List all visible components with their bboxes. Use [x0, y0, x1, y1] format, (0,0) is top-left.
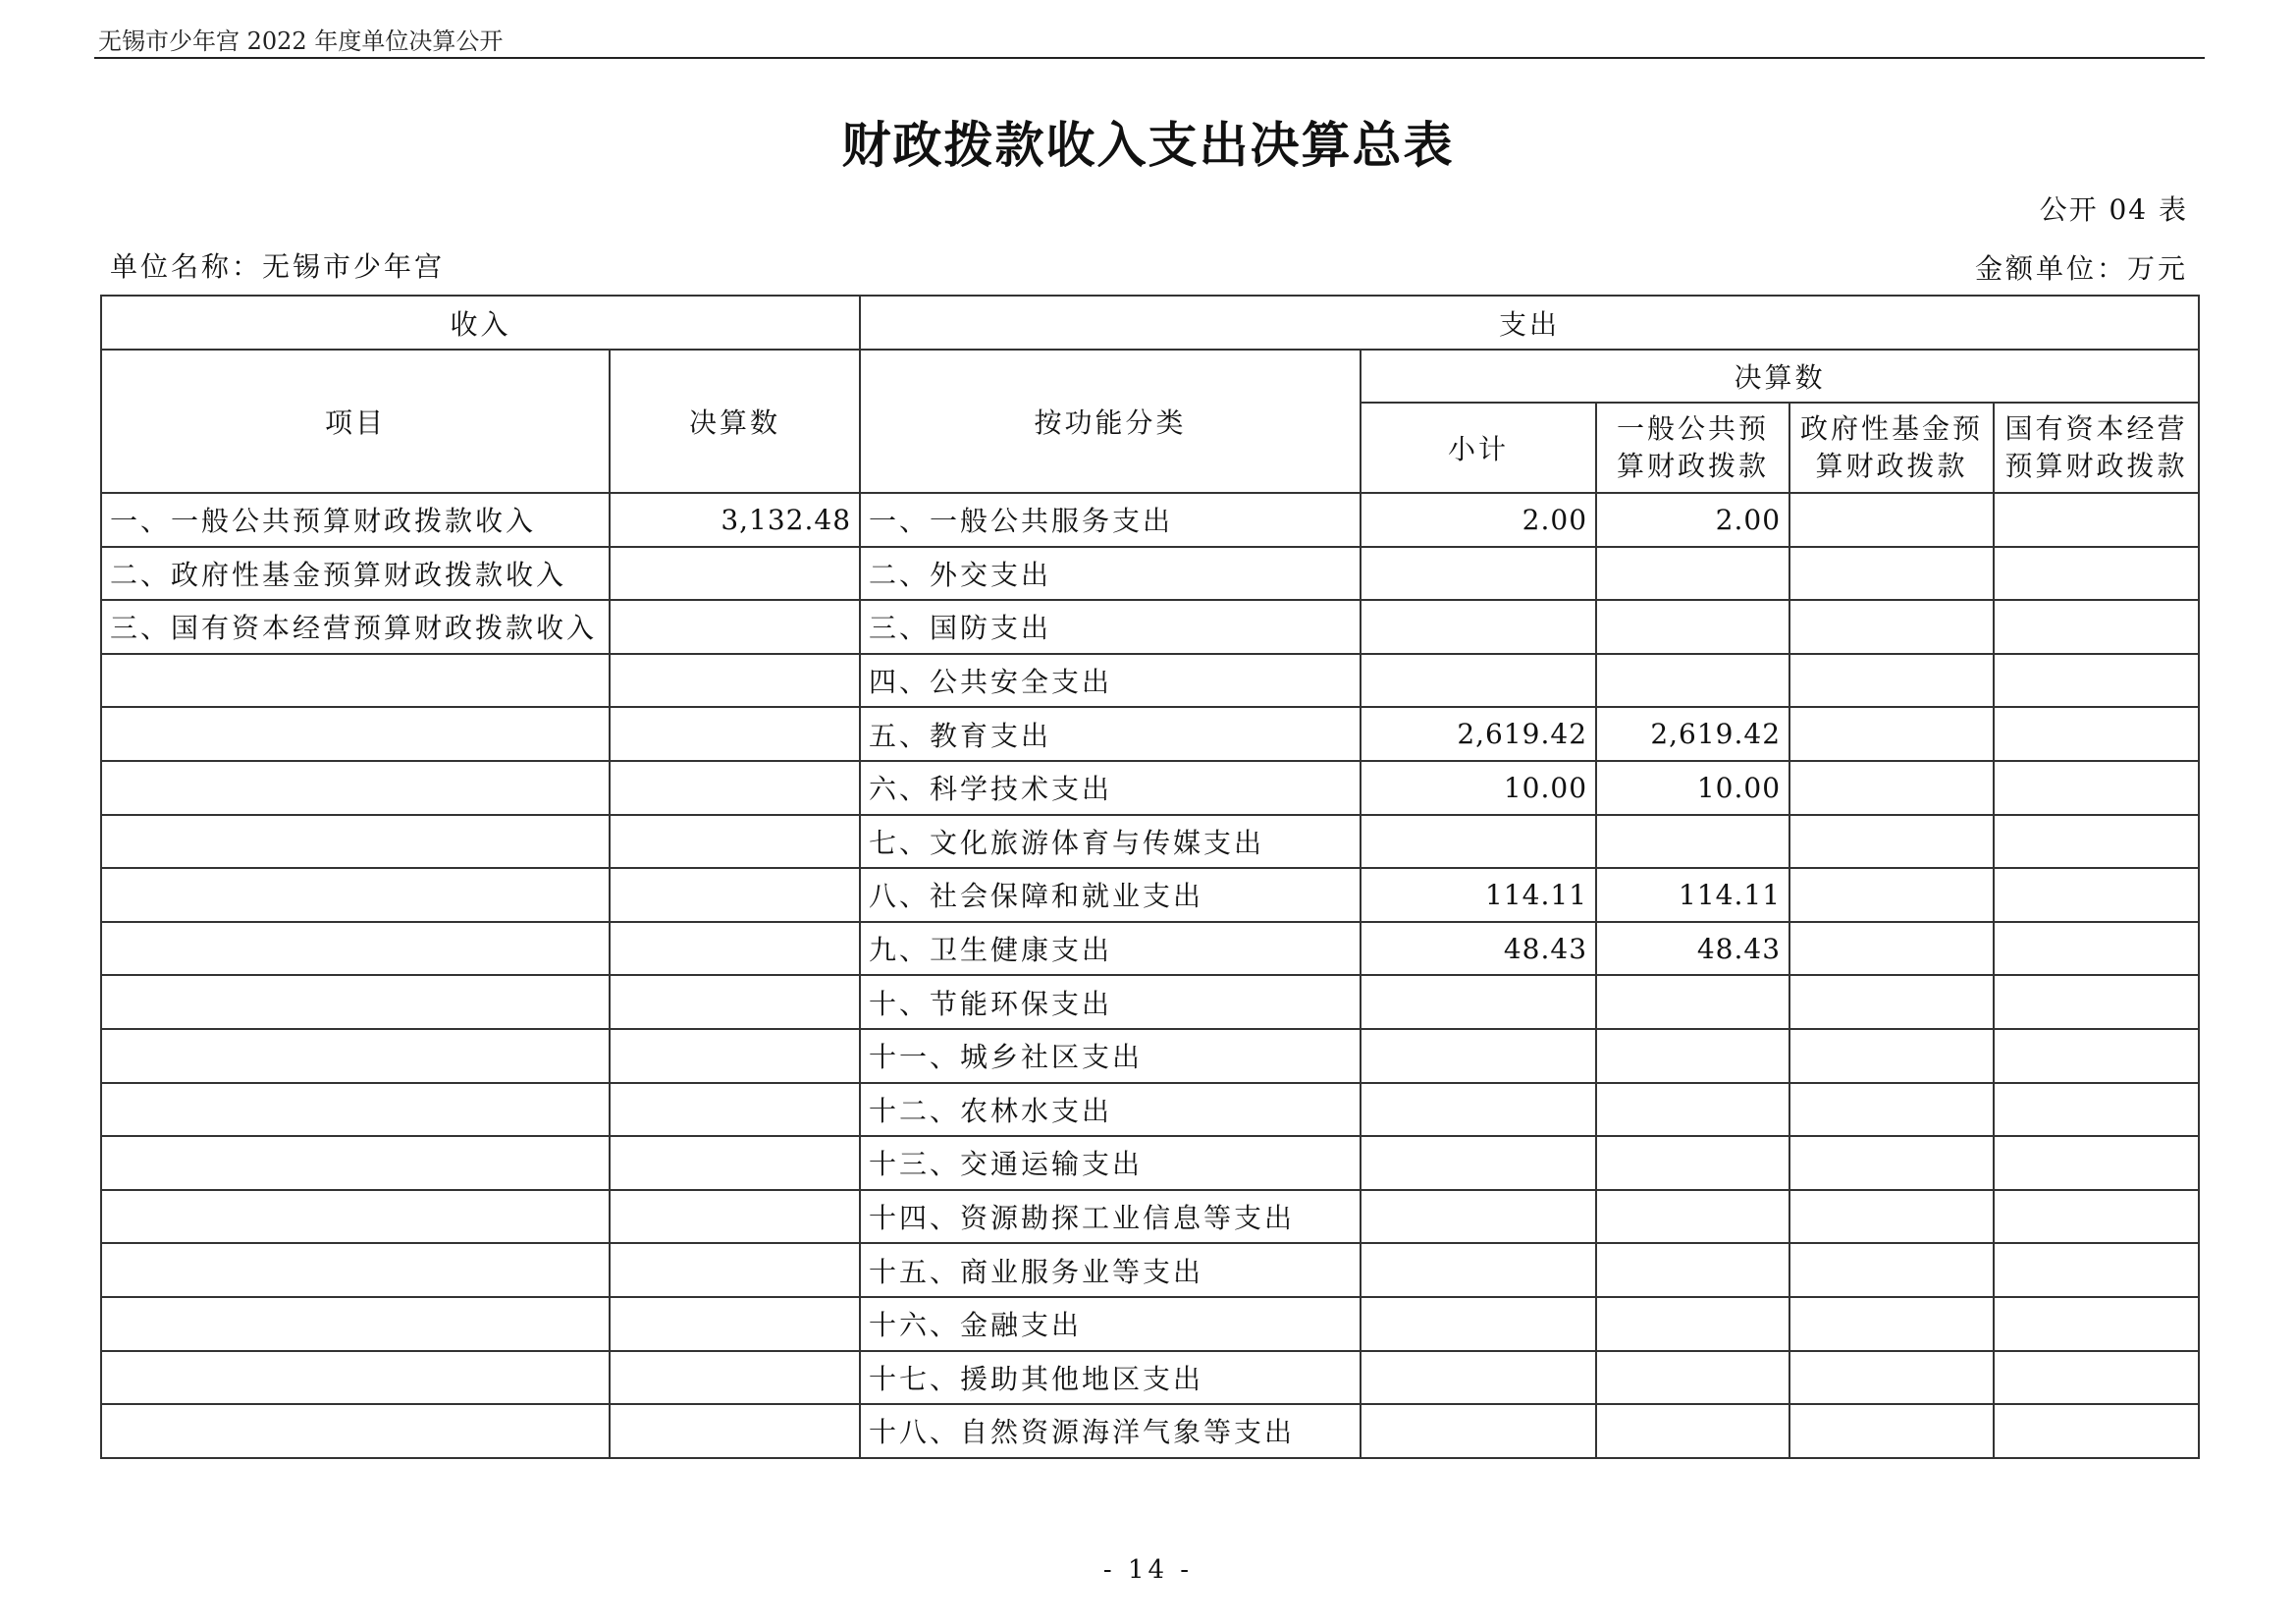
income-header: 收入 — [101, 296, 860, 350]
gov-fund-cell — [1789, 975, 1994, 1029]
gov-fund-cell — [1789, 1351, 1994, 1405]
table-row — [101, 1029, 2199, 1083]
state-capital-cell — [1994, 1029, 2199, 1083]
expenditure-item-cell: 四、公共安全支出 — [860, 654, 1361, 708]
general-budget-cell: 114.11 — [1596, 868, 1789, 922]
income-item-cell — [101, 1029, 610, 1083]
header-rule — [94, 57, 2205, 59]
income-item-cell — [101, 1243, 610, 1297]
income-amount-cell — [610, 975, 860, 1029]
fiscal-appropriation-table — [100, 295, 2200, 1459]
expenditure-item-cell: 五、教育支出 — [860, 707, 1361, 761]
income-amount-cell — [610, 1404, 860, 1458]
expenditure-item-cell: 一、一般公共服务支出 — [860, 493, 1361, 547]
subtotal-cell — [1361, 815, 1596, 869]
state-capital-cell — [1994, 547, 2199, 601]
general-budget-cell — [1596, 815, 1789, 869]
general-budget-cell — [1596, 600, 1789, 654]
general-budget-cell: 48.43 — [1596, 922, 1789, 976]
table-row — [101, 1351, 2199, 1405]
income-amount-cell — [610, 1297, 860, 1351]
table-row — [101, 1404, 2199, 1458]
income-item-cell — [101, 815, 610, 869]
subtotal-header: 小计 — [1361, 403, 1596, 493]
table-row — [101, 1243, 2199, 1297]
general-budget-cell — [1596, 1029, 1789, 1083]
general-budget-cell — [1596, 1404, 1789, 1458]
subtotal-cell — [1361, 975, 1596, 1029]
income-item-cell — [101, 654, 610, 708]
gov-fund-cell — [1789, 1136, 1994, 1190]
final-amount-header: 决算数 — [1361, 350, 2199, 403]
general-budget-cell — [1596, 547, 1789, 601]
state-capital-cell — [1994, 1083, 2199, 1137]
gov-fund-header: 政府性基金预算财政拨款 — [1789, 403, 1994, 493]
state-capital-cell — [1994, 1136, 2199, 1190]
subtotal-cell — [1361, 1404, 1596, 1458]
income-amount-cell — [610, 707, 860, 761]
table-row — [101, 761, 2199, 815]
expenditure-header: 支出 — [860, 296, 2199, 350]
general-budget-header: 一般公共预算财政拨款 — [1596, 403, 1789, 493]
state-capital-cell — [1994, 1190, 2199, 1244]
income-amount-cell — [610, 868, 860, 922]
state-capital-cell — [1994, 1351, 2199, 1405]
table-row — [101, 1190, 2199, 1244]
state-capital-cell — [1994, 654, 2199, 708]
general-budget-cell — [1596, 1351, 1789, 1405]
expenditure-item-cell: 二、外交支出 — [860, 547, 1361, 601]
subtotal-cell: 48.43 — [1361, 922, 1596, 976]
table-row — [101, 1136, 2199, 1190]
subtotal-cell — [1361, 654, 1596, 708]
expenditure-item-cell: 十四、资源勘探工业信息等支出 — [860, 1190, 1361, 1244]
subtotal-cell — [1361, 547, 1596, 601]
income-amount-cell — [610, 922, 860, 976]
table-row — [101, 815, 2199, 869]
state-capital-cell — [1994, 975, 2199, 1029]
page-title: 财政拨款收入支出决算总表 — [841, 117, 1455, 174]
expenditure-item-cell: 七、文化旅游体育与传媒支出 — [860, 815, 1361, 869]
general-budget-cell — [1596, 654, 1789, 708]
state-capital-cell — [1994, 707, 2199, 761]
income-amount-cell — [610, 1029, 860, 1083]
general-budget-cell — [1596, 1297, 1789, 1351]
state-capital-cell — [1994, 1404, 2199, 1458]
state-capital-cell — [1994, 1243, 2199, 1297]
general-budget-cell: 2,619.42 — [1596, 707, 1789, 761]
income-amount-cell — [610, 547, 860, 601]
expenditure-item-cell: 十六、金融支出 — [860, 1297, 1361, 1351]
state-capital-header: 国有资本经营预算财政拨款 — [1994, 403, 2199, 493]
gov-fund-cell — [1789, 707, 1994, 761]
expenditure-item-cell: 八、社会保障和就业支出 — [860, 868, 1361, 922]
income-item-cell — [101, 868, 610, 922]
gov-fund-cell — [1789, 1404, 1994, 1458]
table-row — [101, 1297, 2199, 1351]
income-item-cell: 三、国有资本经营预算财政拨款收入 — [101, 600, 610, 654]
amount-unit: 金额单位：万元 — [1974, 252, 2188, 285]
expenditure-item-cell: 六、科学技术支出 — [860, 761, 1361, 815]
state-capital-cell — [1994, 1297, 2199, 1351]
state-capital-cell — [1994, 600, 2199, 654]
page-number: - 14 - — [1102, 1555, 1194, 1585]
subtotal-cell: 114.11 — [1361, 868, 1596, 922]
gov-fund-cell — [1789, 868, 1994, 922]
subtotal-cell — [1361, 600, 1596, 654]
income-amount-cell — [610, 1243, 860, 1297]
state-capital-cell — [1994, 761, 2199, 815]
gov-fund-cell — [1789, 654, 1994, 708]
general-budget-cell: 2.00 — [1596, 493, 1789, 547]
table-row — [101, 493, 2199, 547]
expenditure-item-cell: 十一、城乡社区支出 — [860, 1029, 1361, 1083]
subtotal-cell — [1361, 1243, 1596, 1297]
gov-fund-cell — [1789, 1243, 1994, 1297]
gov-fund-cell — [1789, 600, 1994, 654]
function-class-header: 按功能分类 — [860, 350, 1361, 493]
state-capital-cell — [1994, 493, 2199, 547]
income-item-cell — [101, 1083, 610, 1137]
state-capital-cell — [1994, 922, 2199, 976]
general-budget-cell — [1596, 1243, 1789, 1297]
income-amount-cell: 3,132.48 — [610, 493, 860, 547]
general-budget-cell: 10.00 — [1596, 761, 1789, 815]
income-item-cell — [101, 922, 610, 976]
general-budget-cell — [1596, 1083, 1789, 1137]
gov-fund-cell — [1789, 815, 1994, 869]
subtotal-cell: 10.00 — [1361, 761, 1596, 815]
income-item-cell — [101, 761, 610, 815]
subtotal-cell — [1361, 1083, 1596, 1137]
table-number: 公开 04 表 — [2039, 193, 2188, 226]
table-row — [101, 654, 2199, 708]
expenditure-item-cell: 十七、援助其他地区支出 — [860, 1351, 1361, 1405]
income-amount-header: 决算数 — [610, 350, 860, 493]
income-item-cell — [101, 1404, 610, 1458]
table-row — [101, 600, 2199, 654]
expenditure-item-cell: 十五、商业服务业等支出 — [860, 1243, 1361, 1297]
subtotal-cell — [1361, 1190, 1596, 1244]
income-item-cell — [101, 975, 610, 1029]
income-item-cell — [101, 1136, 610, 1190]
table-row — [101, 707, 2199, 761]
expenditure-item-cell: 十八、自然资源海洋气象等支出 — [860, 1404, 1361, 1458]
subtotal-cell — [1361, 1297, 1596, 1351]
subtotal-cell: 2,619.42 — [1361, 707, 1596, 761]
general-budget-cell — [1596, 975, 1789, 1029]
header-row-1 — [101, 296, 2199, 350]
income-amount-cell — [610, 654, 860, 708]
gov-fund-cell — [1789, 761, 1994, 815]
expenditure-item-cell: 十、节能环保支出 — [860, 975, 1361, 1029]
subtotal-cell — [1361, 1351, 1596, 1405]
income-item-cell: 一、一般公共预算财政拨款收入 — [101, 493, 610, 547]
subtotal-cell: 2.00 — [1361, 493, 1596, 547]
unit-name: 单位名称：无锡市少年宫 — [110, 250, 446, 283]
subtotal-cell — [1361, 1029, 1596, 1083]
general-budget-cell — [1596, 1136, 1789, 1190]
item-header: 项目 — [101, 350, 610, 493]
table-row — [101, 922, 2199, 976]
income-item-cell — [101, 1351, 610, 1405]
expenditure-item-cell: 三、国防支出 — [860, 600, 1361, 654]
state-capital-cell — [1994, 815, 2199, 869]
general-budget-cell — [1596, 1190, 1789, 1244]
table-row — [101, 868, 2199, 922]
gov-fund-cell — [1789, 547, 1994, 601]
expenditure-item-cell: 十三、交通运输支出 — [860, 1136, 1361, 1190]
income-amount-cell — [610, 815, 860, 869]
subtotal-cell — [1361, 1136, 1596, 1190]
state-capital-cell — [1994, 868, 2199, 922]
table-row — [101, 547, 2199, 601]
income-item-cell — [101, 1297, 610, 1351]
gov-fund-cell — [1789, 922, 1994, 976]
expenditure-item-cell: 九、卫生健康支出 — [860, 922, 1361, 976]
table-row — [101, 975, 2199, 1029]
income-amount-cell — [610, 1083, 860, 1137]
income-amount-cell — [610, 600, 860, 654]
table-row — [101, 1083, 2199, 1137]
income-amount-cell — [610, 1136, 860, 1190]
gov-fund-cell — [1789, 1297, 1994, 1351]
income-item-cell: 二、政府性基金预算财政拨款收入 — [101, 547, 610, 601]
gov-fund-cell — [1789, 1190, 1994, 1244]
income-item-cell — [101, 707, 610, 761]
gov-fund-cell — [1789, 1083, 1994, 1137]
income-amount-cell — [610, 1351, 860, 1405]
income-amount-cell — [610, 761, 860, 815]
income-item-cell — [101, 1190, 610, 1244]
income-amount-cell — [610, 1190, 860, 1244]
gov-fund-cell — [1789, 493, 1994, 547]
running-header: 无锡市少年宫 2022 年度单位决算公开 — [98, 27, 504, 55]
expenditure-item-cell: 十二、农林水支出 — [860, 1083, 1361, 1137]
header-row-2 — [101, 350, 2199, 403]
gov-fund-cell — [1789, 1029, 1994, 1083]
